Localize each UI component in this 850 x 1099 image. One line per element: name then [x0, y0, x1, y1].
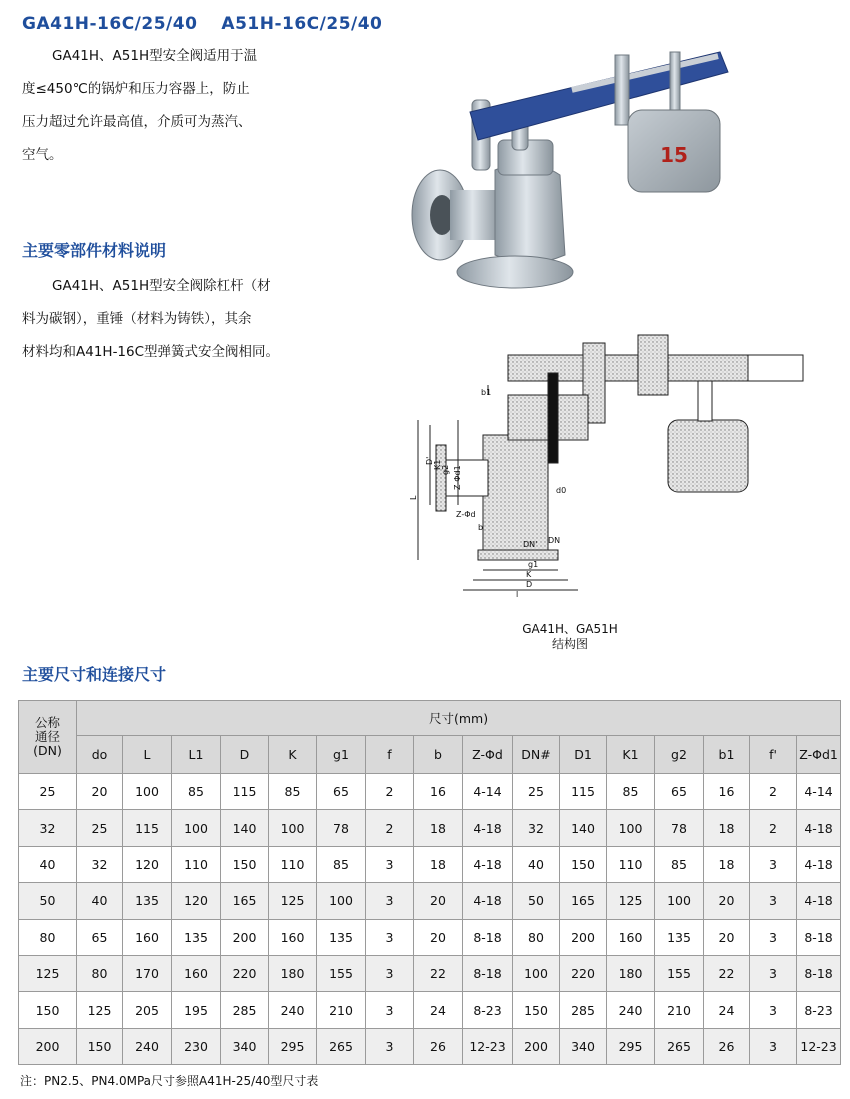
table-cell: 170	[123, 955, 172, 991]
table-cell: 3	[750, 846, 797, 882]
table-cell: 80	[77, 955, 123, 991]
table-cell: 125	[607, 883, 655, 919]
table-cell: 3	[750, 955, 797, 991]
column-header: L	[123, 736, 172, 774]
dn-cell: 50	[19, 883, 77, 919]
table-cell: 240	[269, 992, 317, 1028]
table-cell: 4-14	[463, 774, 513, 810]
drawing-fulcrum	[638, 335, 668, 395]
label-b: b	[478, 523, 484, 532]
fulcrum-bracket	[615, 55, 629, 125]
table-cell: 32	[513, 810, 560, 846]
column-header: f	[366, 736, 414, 774]
table-cell: 140	[221, 810, 269, 846]
table-cell: 85	[607, 774, 655, 810]
table-cell: 295	[607, 1028, 655, 1064]
table-cell: 12-23	[797, 1028, 841, 1064]
table-cell: 3	[366, 1028, 414, 1064]
intro-line-3: 压力超过允许最高值，介质可为蒸汽、	[22, 114, 252, 130]
label-g1: g1	[528, 560, 539, 569]
table-row	[19, 774, 841, 810]
table-cell: 85	[317, 846, 366, 882]
column-header: g2	[655, 736, 704, 774]
table-cell: 16	[704, 774, 750, 810]
table-cell: 3	[750, 883, 797, 919]
table-cell: 8-18	[797, 955, 841, 991]
label-dn: DN	[548, 536, 561, 545]
table-cell: 22	[414, 955, 463, 991]
label-d0: d0	[556, 486, 567, 495]
model-code-a51h: A51H-16C/25/40	[221, 14, 383, 34]
label-k: K	[526, 570, 532, 579]
intro-line-2: 度≤450℃的锅炉和压力容器上，防止	[22, 81, 250, 97]
dimensions-group-header: 尺寸(mm)	[77, 701, 841, 736]
table-cell: 110	[607, 846, 655, 882]
column-header: do	[77, 736, 123, 774]
table-cell: 4-18	[797, 846, 841, 882]
label-b1: b1	[481, 388, 492, 397]
table-cell: 25	[513, 774, 560, 810]
table-cell: 340	[560, 1028, 607, 1064]
table-cell: 65	[317, 774, 366, 810]
table-cell: 265	[655, 1028, 704, 1064]
table-cell: 100	[607, 810, 655, 846]
table-cell: 160	[172, 955, 221, 991]
table-cell: 4-18	[797, 810, 841, 846]
dimensions-heading: 主要尺寸和连接尺寸	[22, 665, 167, 684]
table-cell: 180	[269, 955, 317, 991]
table-cell: 65	[655, 774, 704, 810]
table-cell: 4-18	[463, 883, 513, 919]
table-cell: 295	[269, 1028, 317, 1064]
table-cell: 220	[221, 955, 269, 991]
table-cell: 85	[172, 774, 221, 810]
table-cell: 230	[172, 1028, 221, 1064]
table-cell: 25	[77, 810, 123, 846]
table-cell: 40	[77, 883, 123, 919]
label-d: D	[526, 580, 533, 589]
structure-drawing	[408, 325, 808, 600]
table-cell: 2	[366, 810, 414, 846]
column-header: DN#	[513, 736, 560, 774]
model-code-ga41h: GA41H-16C/25/40	[22, 14, 198, 34]
table-cell: 26	[704, 1028, 750, 1064]
table-cell: 4-18	[463, 846, 513, 882]
table-cell: 20	[77, 774, 123, 810]
table-cell: 8-18	[463, 955, 513, 991]
label-dn2: DN'	[523, 540, 538, 549]
table-cell: 155	[317, 955, 366, 991]
intro-line-1: GA41H、A51H型安全阀适用于温	[52, 48, 258, 64]
table-cell: 135	[317, 919, 366, 955]
table-cell: 20	[414, 919, 463, 955]
drawing-inlet-flange	[436, 445, 446, 511]
table-cell: 115	[560, 774, 607, 810]
table-cell: 26	[414, 1028, 463, 1064]
table-row	[19, 992, 841, 1028]
dn-cell: 125	[19, 955, 77, 991]
table-cell: 3	[366, 846, 414, 882]
table-cell: 2	[750, 810, 797, 846]
table-cell: 18	[704, 846, 750, 882]
table-cell: 2	[366, 774, 414, 810]
table-cell: 160	[123, 919, 172, 955]
table-cell: 100	[269, 810, 317, 846]
table-cell: 100	[172, 810, 221, 846]
table-cell: 100	[123, 774, 172, 810]
table-cell: 3	[366, 992, 414, 1028]
table-cell: 150	[513, 992, 560, 1028]
table-cell: 65	[77, 919, 123, 955]
caption-model: GA41H、GA51H	[522, 622, 618, 636]
table-cell: 165	[221, 883, 269, 919]
column-header: g1	[317, 736, 366, 774]
drawing-body	[483, 435, 548, 555]
dn-cell: 200	[19, 1028, 77, 1064]
table-row	[19, 955, 841, 991]
table-cell: 110	[172, 846, 221, 882]
table-cell: 2	[750, 774, 797, 810]
column-header: f'	[750, 736, 797, 774]
table-cell: 115	[221, 774, 269, 810]
dimensions-table	[18, 700, 841, 1065]
table-cell: 32	[77, 846, 123, 882]
table-cell: 100	[513, 955, 560, 991]
drawing-weight	[668, 420, 748, 492]
table-cell: 210	[317, 992, 366, 1028]
label-z-phi-d: Z-Φd	[456, 510, 476, 519]
table-cell: 4-18	[463, 810, 513, 846]
page-title	[22, 14, 382, 34]
materials-line-3: 材料均和A41H-16C型弹簧式安全阀相同。	[22, 344, 280, 360]
table-cell: 3	[366, 883, 414, 919]
table-cell: 180	[607, 955, 655, 991]
table-cell: 135	[655, 919, 704, 955]
table-cell: 18	[704, 810, 750, 846]
table-cell: 200	[560, 919, 607, 955]
materials-paragraph	[22, 270, 352, 369]
table-cell: 135	[172, 919, 221, 955]
table-row	[19, 883, 841, 919]
table-cell: 12-23	[463, 1028, 513, 1064]
dn-cell: 150	[19, 992, 77, 1028]
table-cell: 140	[560, 810, 607, 846]
table-cell: 18	[414, 810, 463, 846]
valve-body	[495, 164, 565, 263]
table-cell: 4-18	[797, 883, 841, 919]
column-header: D1	[560, 736, 607, 774]
table-cell: 125	[269, 883, 317, 919]
table-cell: 155	[655, 955, 704, 991]
footnote: 注：PN2.5、PN4.0MPa尺寸参照A41H-25/40型尺寸表	[20, 1074, 319, 1088]
table-cell: 3	[366, 919, 414, 955]
table-cell: 240	[123, 1028, 172, 1064]
table-cell: 135	[123, 883, 172, 919]
table-cell: 8-23	[463, 992, 513, 1028]
table-cell: 40	[513, 846, 560, 882]
table-row	[19, 846, 841, 882]
drawing-outlet-flange	[478, 550, 558, 560]
table-cell: 205	[123, 992, 172, 1028]
materials-line-2: 料为碳钢），重锤（材料为铸铁），其余	[22, 311, 252, 327]
table-cell: 78	[655, 810, 704, 846]
table-cell: 3	[750, 1028, 797, 1064]
table-cell: 24	[414, 992, 463, 1028]
table-cell: 150	[77, 1028, 123, 1064]
drawing-hanger	[698, 381, 712, 421]
dn-cell: 40	[19, 846, 77, 882]
table-cell: 20	[414, 883, 463, 919]
table-cell: 16	[414, 774, 463, 810]
column-header: Z-Φd1	[797, 736, 841, 774]
column-header: b1	[704, 736, 750, 774]
table-cell: 18	[414, 846, 463, 882]
table-cell: 115	[123, 810, 172, 846]
inlet-pipe	[450, 190, 500, 240]
table-cell: 3	[366, 955, 414, 991]
materials-line-1: GA41H、A51H型安全阀除杠杆（材	[52, 278, 271, 294]
table-cell: 20	[704, 883, 750, 919]
table-cell: 3	[750, 992, 797, 1028]
column-header: b	[414, 736, 463, 774]
label-d1: D'	[425, 456, 434, 465]
column-header: D	[221, 736, 269, 774]
table-cell: 8-18	[797, 919, 841, 955]
table-cell: 3	[750, 919, 797, 955]
table-cell: 120	[123, 846, 172, 882]
table-cell: 150	[560, 846, 607, 882]
drawing-stem	[548, 373, 558, 463]
table-cell: 165	[560, 883, 607, 919]
counterweight-mark: 15	[660, 143, 688, 167]
label-z-phi-d1: Z-Φd1	[453, 465, 462, 490]
table-cell: 150	[221, 846, 269, 882]
table-cell: 125	[77, 992, 123, 1028]
label-k1: K1	[433, 459, 442, 470]
table-row	[19, 919, 841, 955]
drawing-caption	[470, 622, 670, 652]
table-cell: 85	[655, 846, 704, 882]
dimensions-body	[19, 774, 841, 1065]
label-l: L	[409, 495, 418, 500]
intro-paragraph	[22, 40, 322, 172]
table-cell: 240	[607, 992, 655, 1028]
table-row	[19, 1028, 841, 1064]
column-header-row	[19, 736, 841, 774]
table-cell: 20	[704, 919, 750, 955]
column-header: K	[269, 736, 317, 774]
dn-cell: 80	[19, 919, 77, 955]
table-cell: 195	[172, 992, 221, 1028]
table-cell: 265	[317, 1028, 366, 1064]
table-cell: 120	[172, 883, 221, 919]
column-header: K1	[607, 736, 655, 774]
table-cell: 24	[704, 992, 750, 1028]
materials-heading: 主要零部件材料说明	[22, 241, 167, 260]
caption-title: 结构图	[551, 637, 588, 651]
table-cell: 200	[513, 1028, 560, 1064]
valve-photo	[400, 40, 815, 300]
table-cell: 340	[221, 1028, 269, 1064]
table-cell: 210	[655, 992, 704, 1028]
drawing-lever-end	[748, 355, 803, 381]
table-row	[19, 810, 841, 846]
table-cell: 160	[607, 919, 655, 955]
label-g2: g2	[441, 464, 450, 475]
label-l1: l	[516, 590, 519, 599]
table-cell: 220	[560, 955, 607, 991]
dn-header: 公称 通径 (DN)	[19, 701, 77, 774]
table-cell: 110	[269, 846, 317, 882]
table-cell: 4-14	[797, 774, 841, 810]
outlet-flange	[457, 256, 573, 288]
table-cell: 285	[560, 992, 607, 1028]
column-header: L1	[172, 736, 221, 774]
table-cell: 8-23	[797, 992, 841, 1028]
table-cell: 22	[704, 955, 750, 991]
table-cell: 8-18	[463, 919, 513, 955]
dn-cell: 25	[19, 774, 77, 810]
intro-line-4: 空气。	[22, 147, 63, 163]
table-cell: 80	[513, 919, 560, 955]
table-cell: 78	[317, 810, 366, 846]
table-cell: 160	[269, 919, 317, 955]
dn-cell: 32	[19, 810, 77, 846]
column-header: Z-Φd	[463, 736, 513, 774]
table-cell: 200	[221, 919, 269, 955]
table-cell: 100	[317, 883, 366, 919]
table-cell: 285	[221, 992, 269, 1028]
table-cell: 100	[655, 883, 704, 919]
table-cell: 85	[269, 774, 317, 810]
table-cell: 50	[513, 883, 560, 919]
